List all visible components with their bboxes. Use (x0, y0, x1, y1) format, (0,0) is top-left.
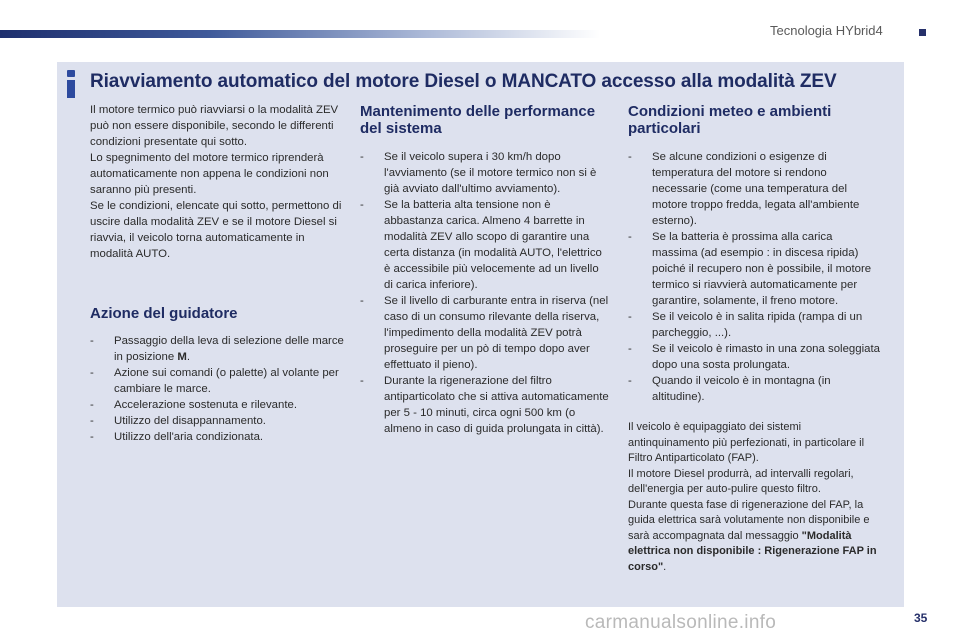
header-marker (919, 29, 926, 36)
list-item: - Utilizzo dell'aria condizionata. (90, 429, 350, 445)
page-title: Riavviamento automatico del motore Diesel o MANCATO accesso alla modalità ZEV (90, 71, 837, 92)
list-item: - Quando il veicolo è in montagna (in altitudine). (628, 373, 880, 405)
intro-paragraph-2: Lo spegnimento del motore termico riprenderà automaticamente non appena le condizioni non saranno più presenti. (90, 152, 329, 196)
fap-note-paragraph-3 (628, 498, 880, 576)
fap-note-message: "Modalità elettrica non disponibile : Rigenerazione FAP in corso" (628, 529, 877, 573)
list-item: - Se il veicolo è rimasto in una zona soleggiata dopo una sosta prolungata. (628, 341, 880, 373)
list-item (90, 333, 350, 365)
list-item-bold: M (177, 351, 187, 363)
column-middle (360, 103, 610, 437)
info-icon-dot (67, 70, 75, 77)
list-item: - Azione sui comandi (o palette) al volante per cambiare le marce. (90, 365, 350, 397)
list-item: - Se il livello di carburante entra in riserva (nel caso di un consumo rilevante della riserva, l'impedimento della modalità ZEV potrà proseguire per un pò di tempo dopo aver effettuato il pieno). (360, 293, 610, 373)
list-item: - Se il veicolo è in salita ripida (rampa di un parcheggio, ...). (628, 309, 880, 341)
fap-note-text: Durante questa fase di rigenerazione del FAP, la guida elettrica sarà volutamente non disponibile e sarà accompagnata dal messaggio (628, 498, 870, 542)
list-item: - Se la batteria è prossima alla carica massima (ad esempio : in discesa ripida) poiché il recupero non è possibile, il motore termico si riavvierà automaticamente per garantire, solamente, il freno motore. (628, 229, 880, 309)
intro-paragraph-1: Il motore termico può riavviarsi o la modalità ZEV può non essere disponibile, secondo le differenti condizioni presentate qui sotto. (90, 104, 339, 148)
header-gradient-bar (0, 30, 600, 38)
driver-action-list (90, 333, 350, 445)
intro-paragraph-3: Se le condizioni, elencate qui sotto, permettono di uscire dalla modalità ZEV e se il motore Diesel si riavvia, il veicolo torna automaticamente in modalità AUTO. (90, 200, 342, 260)
list-item-text: Passaggio della leva di selezione delle marce in posizione (114, 335, 344, 363)
performance-heading: Mantenimento delle performance del sistema (360, 103, 596, 137)
info-icon (63, 70, 79, 98)
list-item-end: . (186, 351, 190, 363)
list-item: - Utilizzo del disappannamento. (90, 413, 350, 429)
fap-note (628, 420, 880, 575)
list-item: - Accelerazione sostenuta e rilevante. (90, 397, 350, 413)
list-item: - Se la batteria alta tensione non è abbastanza carica. Almeno 4 barrette in modalità ZEV allo scopo di garantire una certa distanza (in modalità AUTO, l'elettrico è accessibile più velocemente ad un livello di carica inferiore). (360, 197, 610, 293)
watermark: carmanualsonline.info (585, 612, 777, 633)
fap-note-end: . (663, 560, 667, 573)
performance-list (360, 149, 610, 437)
fap-note-paragraph-1: Il veicolo è equipaggiato dei sistemi antinquinamento più perfezionati, in particolare il Filtro Antiparticolato (FAP). (628, 421, 865, 464)
driver-action-heading: Azione del guidatore (90, 305, 238, 322)
weather-heading: Condizioni meteo e ambienti particolari (628, 103, 832, 137)
page-number: 35 (914, 611, 928, 625)
info-icon-bar (67, 80, 75, 98)
list-item: - Se alcune condizioni o esigenze di temperatura del motore si rendono necessarie (come una temperatura del motore troppo fredda, legata all'ambiente esterno). (628, 149, 880, 229)
fap-note-paragraph-2: Il motore Diesel produrrà, ad intervalli regolari, dell'energia per auto-pulire questo filtro. (628, 467, 854, 495)
column-left (90, 102, 350, 445)
weather-list (628, 149, 880, 405)
column-right (628, 103, 880, 575)
list-item: - Durante la rigenerazione del filtro antiparticolato che si attiva automaticamente per 5 - 10 minuti, circa ogni 500 km (o almeno in caso di guida prolungata in città). (360, 373, 610, 437)
section-title: Tecnologia HYbrid4 (770, 23, 883, 38)
list-item: - Se il veicolo supera i 30 km/h dopo l'avviamento (se il motore termico non si è già avviato dall'ultimo avviamento). (360, 149, 610, 197)
